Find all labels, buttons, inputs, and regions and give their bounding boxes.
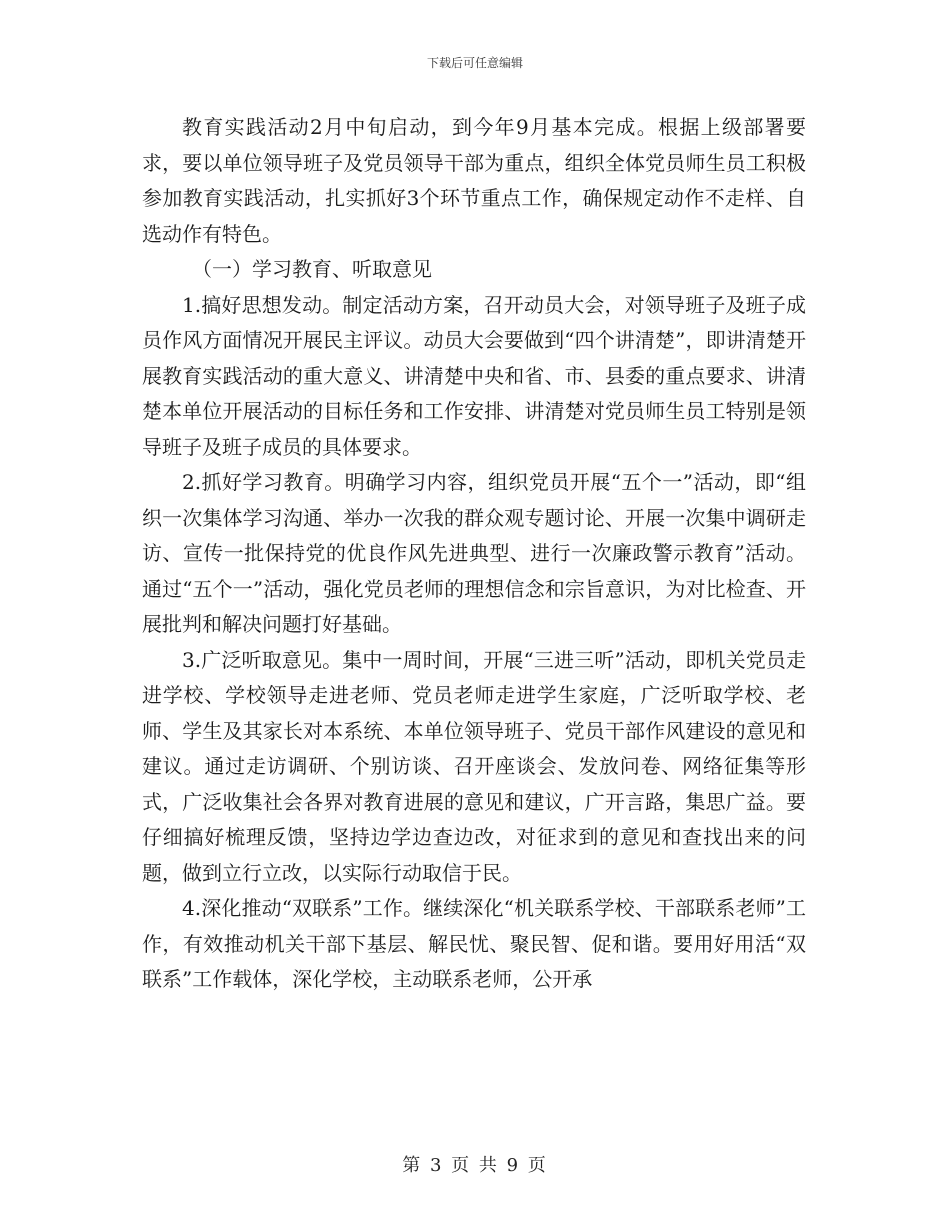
paragraph-item-2: 2.抓好学习教育。明确学习内容，组织党员开展“五个一”活动，即“组织一次集体学习沟通、举办一次我的群众观专题讨论、开展一次集中调研走访、宣传一批保持党的优良作风先进典型、进行一次廉政警示教育”活动。通过“五个一”活动，强化党员老师的理想信念和宗旨意识，为对比检查、开展批判和解决问题打好基础。 — [142, 470, 806, 636]
page-number-footer: 第 3 页 共 9 页 — [402, 1155, 548, 1176]
paragraph-intro: 教育实践活动2月中旬启动，到今年9月基本完成。根据上级部署要求，要以单位领导班子及党员领导干部为重点，组织全体党员师生员工积极参加教育实践活动，扎实抓好3个环节重点工作，确保规定动作不走样、自选动作有特色。 — [142, 115, 806, 246]
paragraph-item-3: 3.广泛听取意见。集中一周时间，开展“三进三听”活动，即机关党员走进学校、学校领导走进老师、党员老师走进学生家庭，广泛听取学校、老师、学生及其家长对本系统、本单位领导班子、党员干部作风建设的意见和建议。通过走访调研、个别访谈、召开座谈会、发放问卷、网络征集等形式，广泛收集社会各界对教育进展的意见和建议，广开言路，集思广益。要仔细搞好梳理反馈，坚持边学边查边改，对征求到的意见和查找出来的问题，做到立行立改，以实际行动取信于民。 — [142, 647, 806, 885]
paragraph-item-1: 1.搞好思想发动。制定活动方案，召开动员大会，对领导班子及班子成员作风方面情况开展民主评议。动员大会要做到“四个讲清楚”，即讲清楚开展教育实践活动的重大意义、讲清楚中央和省、市、县委的重点要求、讲清楚本单位开展活动的目标任务和工作安排、讲清楚对党员师生员工特别是领导班子及班子成员的具体要求。 — [142, 292, 806, 459]
paragraph-item-4: 4.深化推动“双联系”工作。继续深化“机关联系学校、干部联系老师”工作，有效推动机关干部下基层、解民忧、聚民智、促和谐。要用好用活“双联系”工作载体，深化学校，主动联系老师，公开承 — [142, 896, 806, 991]
page-header: 下载后可任意编辑 — [426, 56, 523, 70]
document-body — [142, 110, 806, 998]
section-heading: （一）学习教育、听取意见 — [192, 257, 432, 281]
